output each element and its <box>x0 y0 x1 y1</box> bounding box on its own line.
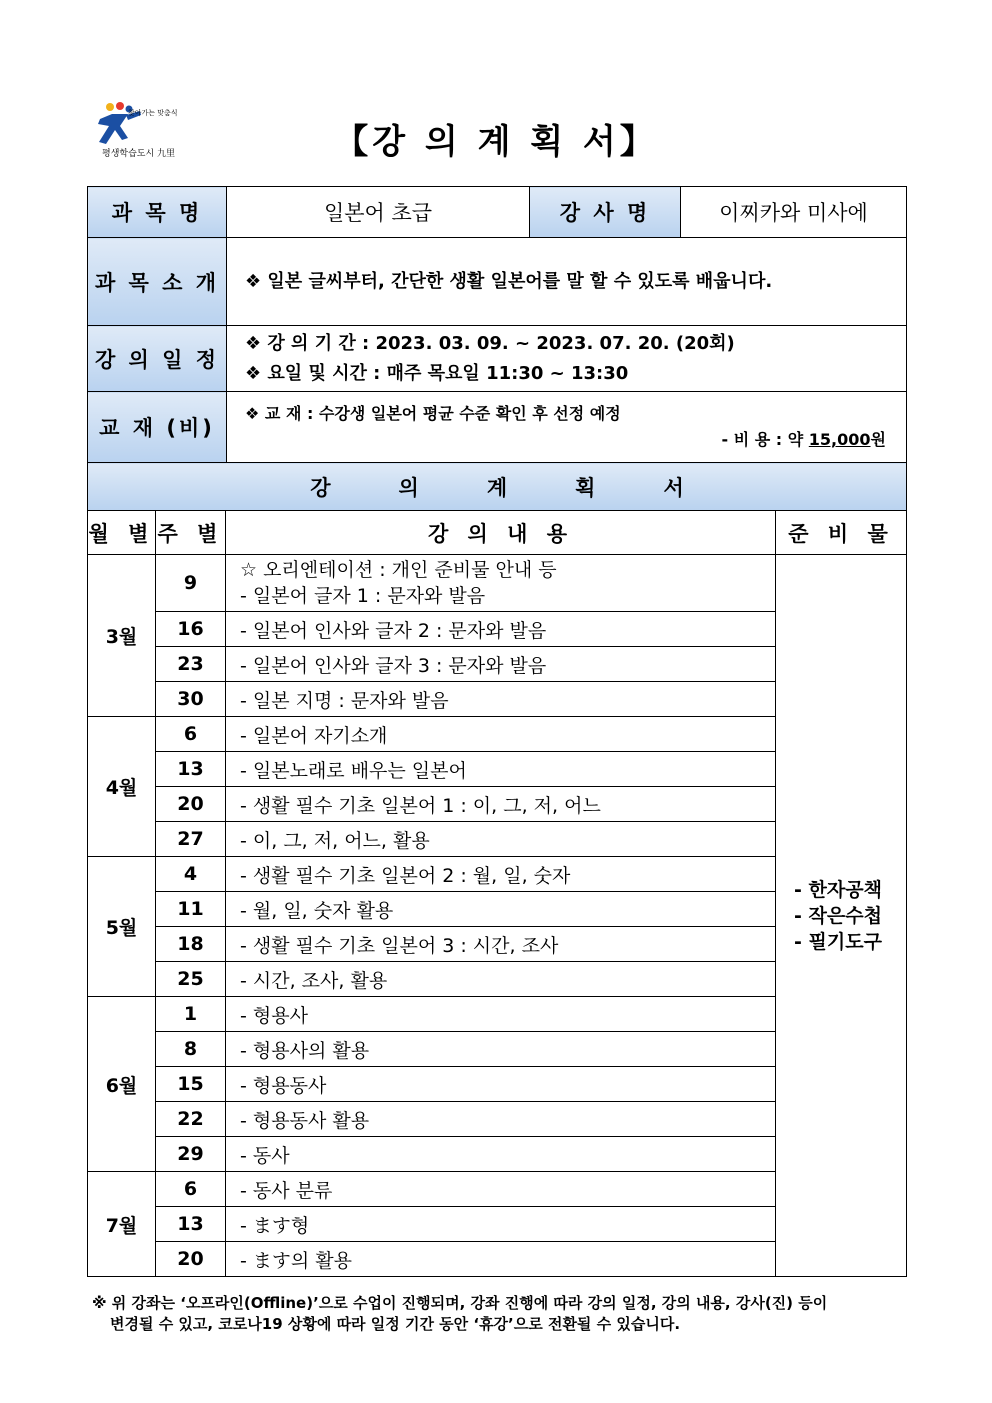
content-cell: - 생활 필수 기초 일본어 3 : 시간, 조사 <box>226 927 776 962</box>
material-cost-amount: 15,000 <box>808 430 871 449</box>
table-row <box>88 555 907 612</box>
instructor-value: 이찌카와 미사에 <box>681 187 907 238</box>
course-name-value: 일본어 초급 <box>227 187 530 238</box>
col-month-header: 월 별 <box>88 511 156 555</box>
content-cell: - 형용동사 <box>226 1067 776 1102</box>
col-week-header: 주 별 <box>156 511 226 555</box>
content-cell: - 생활 필수 기초 일본어 1 : 이, 그, 저, 어느 <box>226 787 776 822</box>
prep-items-cell <box>776 555 907 1277</box>
footnote-line: 변경될 수 있고, 코로나19 상황에 따라 일정 기간 동안 ‘휴강’으로 전환될 수 있습니다. <box>110 1315 681 1333</box>
plan-section-title <box>88 463 907 511</box>
content-cell <box>226 555 776 612</box>
material-cost <box>245 427 906 453</box>
week-cell: 15 <box>156 1067 226 1102</box>
content-cell: - 이, 그, 저, 어느, 활용 <box>226 822 776 857</box>
schedule-label: 강 의 일 정 <box>88 326 227 392</box>
content-cell: - 동사 분류 <box>226 1172 776 1207</box>
content-cell: - 일본어 인사와 글자 2 : 문자와 발음 <box>226 612 776 647</box>
lecture-schedule-table <box>87 510 907 1277</box>
prep-item: - 필기도구 <box>794 930 882 953</box>
week-cell: 27 <box>156 822 226 857</box>
content-cell: - 일본어 자기소개 <box>226 717 776 752</box>
course-info-table <box>87 186 907 511</box>
content-cell: - 일본어 인사와 글자 3 : 문자와 발음 <box>226 647 776 682</box>
week-cell: 30 <box>156 682 226 717</box>
logo-text: 평생학습도시 九里 <box>102 149 176 159</box>
content-cell: - ます형 <box>226 1207 776 1242</box>
week-cell: 11 <box>156 892 226 927</box>
month-cell: 3월 <box>88 555 156 717</box>
week-cell: 6 <box>156 1172 226 1207</box>
week-cell: 6 <box>156 717 226 752</box>
material-cost-prefix: - 비 용 : 약 <box>721 430 809 449</box>
schedule-time: ❖ 요일 및 시간 : 매주 목요일 11:30 ~ 13:30 <box>245 362 629 384</box>
prep-item: - 한자공책 <box>794 878 882 901</box>
month-cell: 4월 <box>88 717 156 857</box>
document-title: 【강 의 계 획 서】 <box>334 122 658 162</box>
content-cell: - 일본 지명 : 문자와 발음 <box>226 682 776 717</box>
week-cell: 1 <box>156 997 226 1032</box>
material-cost-suffix: 원 <box>870 430 886 449</box>
course-name-label: 과 목 명 <box>88 187 227 238</box>
schedule-value <box>227 326 907 392</box>
week-cell: 16 <box>156 612 226 647</box>
week-cell: 22 <box>156 1102 226 1137</box>
material-value <box>227 392 907 463</box>
week-cell: 18 <box>156 927 226 962</box>
instructor-label: 강 사 명 <box>530 187 681 238</box>
content-line: - 일본어 글자 1 : 문자와 발음 <box>240 585 486 607</box>
plan-title-char: 계 <box>486 475 508 500</box>
intro-value: ❖ 일본 글씨부터, 간단한 생활 일본어를 말 할 수 있도록 배웁니다. <box>227 238 907 326</box>
footnote-line: ※ 위 강좌는 ‘오프라인(Offline)’으로 수업이 진행되며, 강좌 진행에 따라 강의 일정, 강의 내용, 강사(진) 등이 <box>92 1294 828 1312</box>
plan-title-char: 서 <box>663 475 684 500</box>
content-cell: - 형용사 <box>226 997 776 1032</box>
content-cell: - 동사 <box>226 1137 776 1172</box>
week-cell: 9 <box>156 555 226 612</box>
content-cell: - 형용사의 활용 <box>226 1032 776 1067</box>
content-cell: - ます의 활용 <box>226 1242 776 1277</box>
content-cell: - 월, 일, 숫자 활용 <box>226 892 776 927</box>
week-cell: 23 <box>156 647 226 682</box>
col-content-header: 강 의 내 용 <box>226 511 776 555</box>
week-cell: 13 <box>156 1207 226 1242</box>
week-cell: 13 <box>156 752 226 787</box>
footnote <box>92 1293 908 1335</box>
col-prep-header: 준 비 물 <box>776 511 907 555</box>
content-cell: - 생활 필수 기초 일본어 2 : 월, 일, 숫자 <box>226 857 776 892</box>
month-cell: 7월 <box>88 1172 156 1277</box>
week-cell: 29 <box>156 1137 226 1172</box>
week-cell: 20 <box>156 787 226 822</box>
material-label: 교 재 (비) <box>88 392 227 463</box>
week-cell: 8 <box>156 1032 226 1067</box>
week-cell: 20 <box>156 1242 226 1277</box>
content-cell: - 형용동사 활용 <box>226 1102 776 1137</box>
prep-item: - 작은수첩 <box>794 904 882 927</box>
week-cell: 4 <box>156 857 226 892</box>
logo-tagline: 찾아가는 맞춤식 <box>128 109 178 117</box>
plan-title-char: 강 <box>310 475 331 500</box>
plan-title-char: 획 <box>575 475 596 500</box>
content-cell: - 일본노래로 배우는 일본어 <box>226 752 776 787</box>
plan-title-char: 의 <box>398 475 419 500</box>
schedule-period: ❖ 강 의 기 간 : 2023. 03. 09. ~ 2023. 07. 20. (20회) <box>245 332 735 354</box>
week-cell: 25 <box>156 962 226 997</box>
content-line: ☆ 오리엔테이션 : 개인 준비물 안내 등 <box>240 559 557 581</box>
month-cell: 6월 <box>88 997 156 1172</box>
material-text: ❖ 교 재 : 수강생 일본어 평균 수준 확인 후 선정 예정 <box>245 404 621 423</box>
content-cell: - 시간, 조사, 활용 <box>226 962 776 997</box>
intro-label: 과 목 소 개 <box>88 238 227 326</box>
month-cell: 5월 <box>88 857 156 997</box>
